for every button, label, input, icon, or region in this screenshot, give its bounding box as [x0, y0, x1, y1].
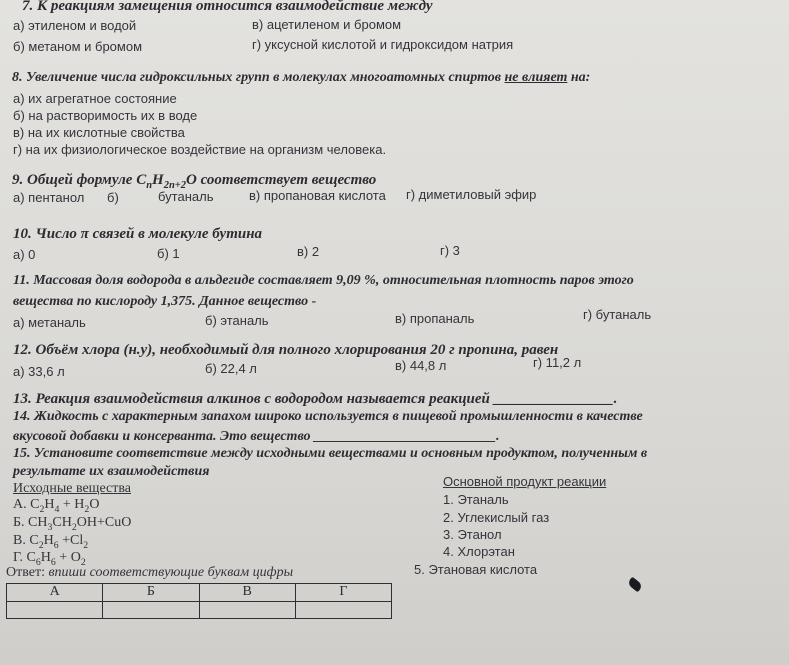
q7-title: 7. К реакциям замещения относится взаимодействие между [22, 0, 433, 14]
q14-line1: 14. Жидкость с характерным запахом широко используется в пищевой промышленности в качестве [13, 409, 643, 424]
answer-cell-g[interactable] [295, 601, 391, 619]
q15-line2: результате их взаимодействия [13, 464, 210, 479]
q10-option-g: г) 3 [440, 243, 460, 258]
q11-option-v: в) пропаналь [395, 311, 475, 326]
q9-option-g: г) диметиловый эфир [406, 187, 537, 202]
q9-option-v: в) пропановая кислота [249, 188, 386, 203]
q12-option-v: в) 44,8 л [395, 358, 447, 373]
q15-left-header: Исходные вещества [13, 481, 131, 496]
q15-reactant-v: В. $C_2H_6 +Cl_2$ [13, 533, 89, 551]
q15-product-2: 2. Углекислый газ [443, 510, 550, 525]
q8-option-g: г) на их физиологическое воздействие на организм человека. [13, 142, 387, 157]
q9-option-a: а) пентанол [13, 190, 85, 205]
q8-option-v: в) на их кислотные свойства [13, 125, 185, 140]
q8-title: 8. Увеличение числа гидроксильных групп в молекулах многоатомных спиртов не влияет на: [12, 70, 591, 85]
q8-option-b: б) на растворимость их в воде [13, 108, 198, 123]
q10-title: 10. Число π связей в молекуле бутина [13, 226, 263, 242]
q11-line2: вещества по кислороду 1,375. Данное вещество - [13, 294, 317, 309]
q15-product-4: 4. Хлорэтан [443, 544, 515, 559]
q9-title: 9. Общей формуле $C_nH_{2n+2}O$ соответствует вещество [12, 172, 377, 191]
q13-text: 13. Реакция взаимодействия алкинов с водородом называется реакцией ________________. [13, 391, 618, 407]
answer-table-input-row [7, 601, 392, 619]
q7-option-b: б) метаном и бромом [13, 39, 143, 54]
answer-table-header-row [7, 584, 392, 602]
q15-reactant-g: Г. $C_6H_6 + O_2$ [13, 550, 86, 568]
answer-cell-b[interactable] [103, 601, 199, 619]
q9-option-b-letter: б) [107, 190, 119, 205]
answer-label: Ответ: впиши соответствующие буквам цифры [6, 565, 294, 580]
q11-option-a: а) метаналь [13, 315, 86, 330]
answer-header-b: Б [103, 584, 199, 602]
q12-option-a: а) 33,6 л [13, 364, 65, 379]
q15-reactant-b: Б. $CH_3CH_2OH+CuO$ [13, 515, 132, 533]
answer-table [6, 583, 392, 619]
q15-product-1: 1. Этаналь [443, 492, 509, 507]
q7-option-v: в) ацетиленом и бромом [252, 17, 402, 32]
q14-line2: вкусовой добавки и консерванта. Это вещество __________________________. [13, 429, 500, 444]
q7-option-g: г) уксусной кислотой и гидроксидом натрия [252, 37, 514, 52]
answer-header-v: В [199, 584, 295, 602]
q9-option-b: бутаналь [158, 189, 214, 204]
q12-title: 12. Объём хлора (н.у), необходимый для полного хлорирования 20 г пропина, равен [13, 342, 559, 358]
pen-mark [627, 577, 644, 593]
q10-option-b: б) 1 [157, 246, 180, 261]
answer-header-a: А [7, 584, 103, 602]
q15-product-3: 3. Этанол [443, 527, 502, 542]
q15-line1: 15. Установите соответствие между исходными веществами и основным продуктом, полученным в [13, 446, 648, 461]
q10-option-v: в) 2 [297, 244, 320, 259]
q12-option-b: б) 22,4 л [205, 361, 257, 376]
q15-reactant-a: А. $C_2H_4 + H_2O$ [13, 497, 100, 515]
q8-option-a: а) их агрегатное состояние [13, 91, 177, 106]
q11-option-b: б) этаналь [205, 313, 269, 328]
answer-cell-a[interactable] [7, 601, 103, 619]
q7-option-a: а) этиленом и водой [13, 18, 137, 33]
q11-option-g: г) бутаналь [583, 307, 652, 322]
answer-cell-v[interactable] [199, 601, 295, 619]
q15-right-header: Основной продукт реакции [443, 474, 607, 489]
answer-header-g: Г [295, 584, 391, 602]
q10-option-a: а) 0 [13, 247, 36, 262]
q15-product-5: 5. Этановая кислота [414, 562, 538, 577]
q11-line1: 11. Массовая доля водорода в альдегиде составляет 9,09 %, относительная плотность паров этого [13, 273, 634, 288]
q12-option-g: г) 11,2 л [533, 355, 582, 370]
